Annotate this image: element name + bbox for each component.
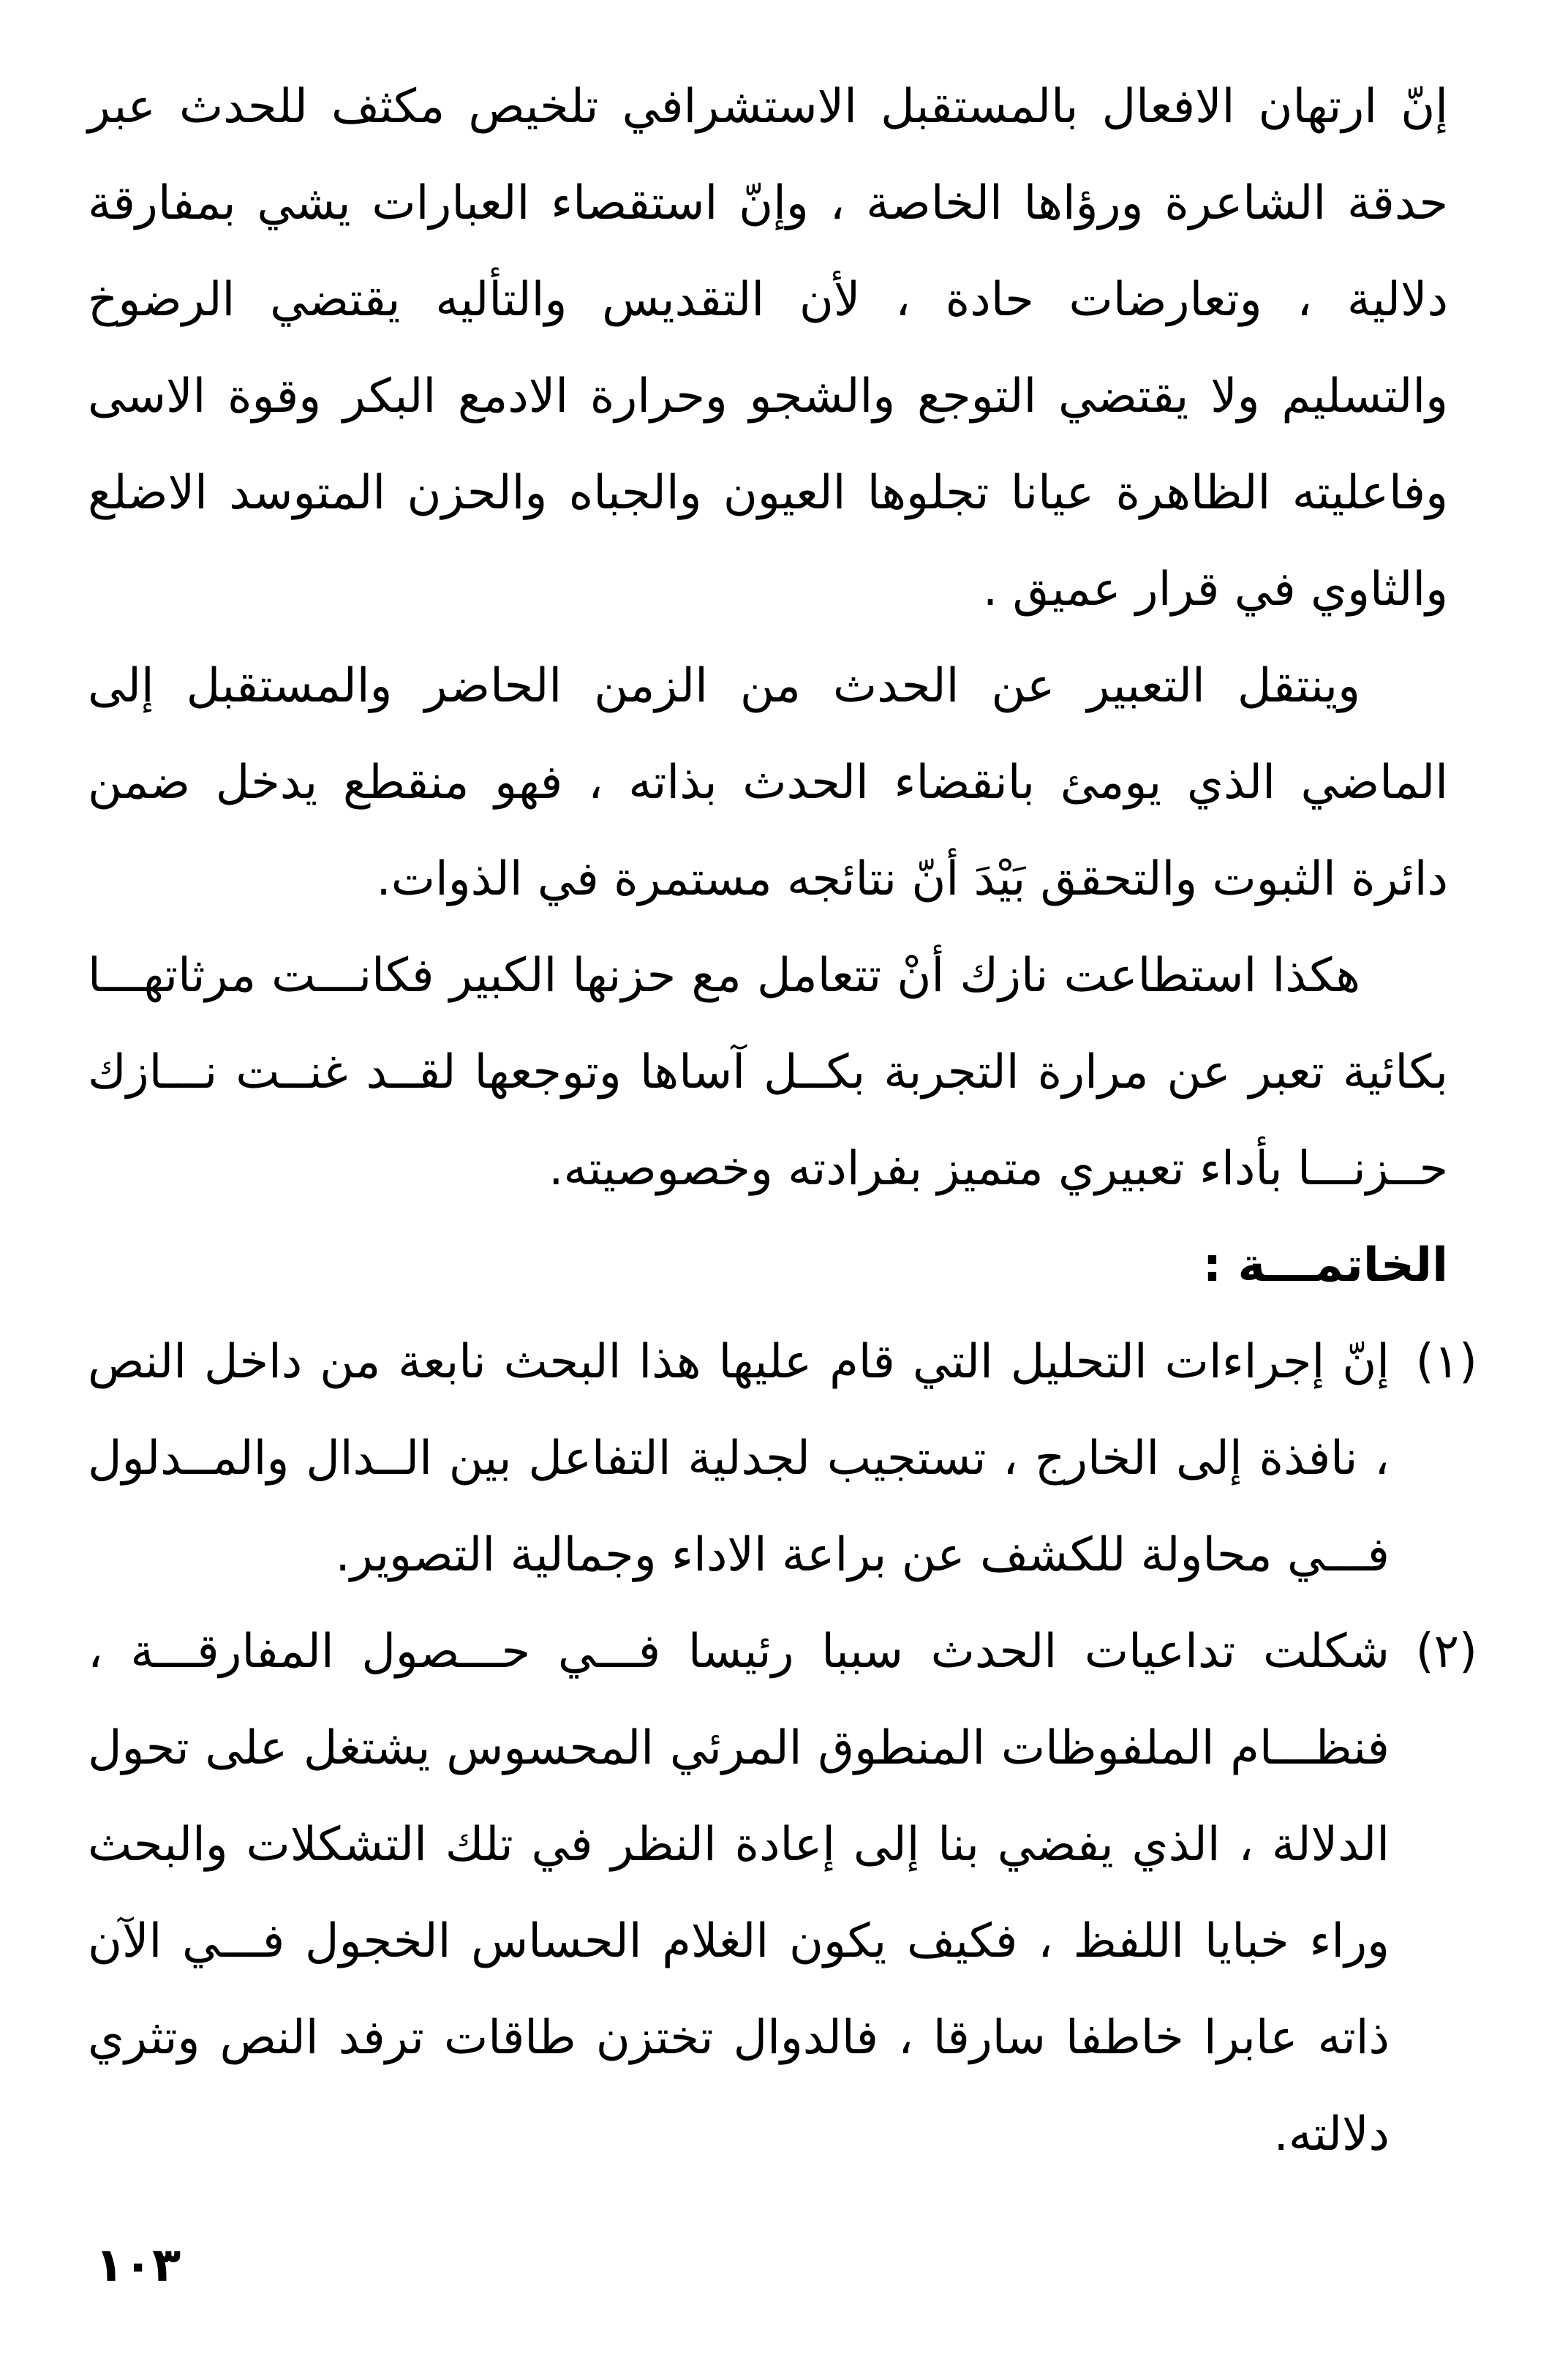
item-text: إنّ إجراءات التحليل التي قام عليها هذا البحث نابعة من داخل النص ، نافذة إلى الخارج ، تستجيب لجدلية التفاعل بين الــدال والمــدلول فـــي محاولة للكشف عن براعة الاداء وجمالية التصوير.	[88, 1335, 1390, 1582]
paragraph-1: إنّ ارتهان الافعال بالمستقبل الاستشرافي تلخيص مكثف للحدث عبر حدقة الشاعرة ورؤاها الخاصة ، وإنّ استقصاء العبارات يشي بمفارقة دلالية ، وتعارضات حادة ، لأن التقديس والتأليه يقتضي الرضوخ والتسليم ولا يقتضي التوجع والشجو وحرارة الادمع البكر وقوة الاسى وفاعليته الظاهرة عيانا تجلوها العيون والجباه والحزن المتوسد الاضلع والثاوي في قرار عميق .	[88, 80, 1448, 617]
page-number: ١٠٣	[95, 2238, 181, 2292]
item-number: (٢)	[1415, 1625, 1477, 1679]
item-text: شكلت تداعيات الحدث سببا رئيسا فـــي حـــصول المفارقـــة ، فنظـــام الملفوظات المنطوق المرئي المحسوس يشتغل على تحول الدلالة ، الذي يفضي بنا إلى إعادة النظر في تلك التشكلات والبحث وراء خبايا اللفظ ، فكيف يكون الغلام الحساس الخجول فـــي الآن ذاته عابرا خاطفا سارقا ، فالدوال تختزن طاقات ترفد النص وتثري دلالته.	[88, 1625, 1390, 2162]
paragraph-3: هكذا استطاعت نازك أنْ تتعامل مع حزنها الكبير فكانـــت مرثاتهـــا بكائية تعبر عن مرارة التجربة بكــل آساها وتوجعها لقــد غنــت نـــازك حــزنـــا بأداء تعبيري متميز بفرادته وخصوصيته.	[88, 949, 1448, 1196]
body-text	[88, 59, 1477, 2183]
paragraph-2: وينتقل التعبير عن الحدث من الزمن الحاضر والمستقبل إلى الماضي الذي يومئ بانقضاء الحدث بذاته ، فهو منقطع يدخل ضمن دائرة الثبوت والتحقق بَيْدَ أنّ نتائجه مستمرة في الذوات.	[88, 659, 1448, 906]
conclusion-item-1	[88, 1314, 1477, 1603]
section-heading-conclusion: الخاتمـــة :	[1202, 1238, 1448, 1293]
conclusion-item-2	[88, 1603, 1477, 2183]
item-number: (١)	[1415, 1335, 1477, 1389]
